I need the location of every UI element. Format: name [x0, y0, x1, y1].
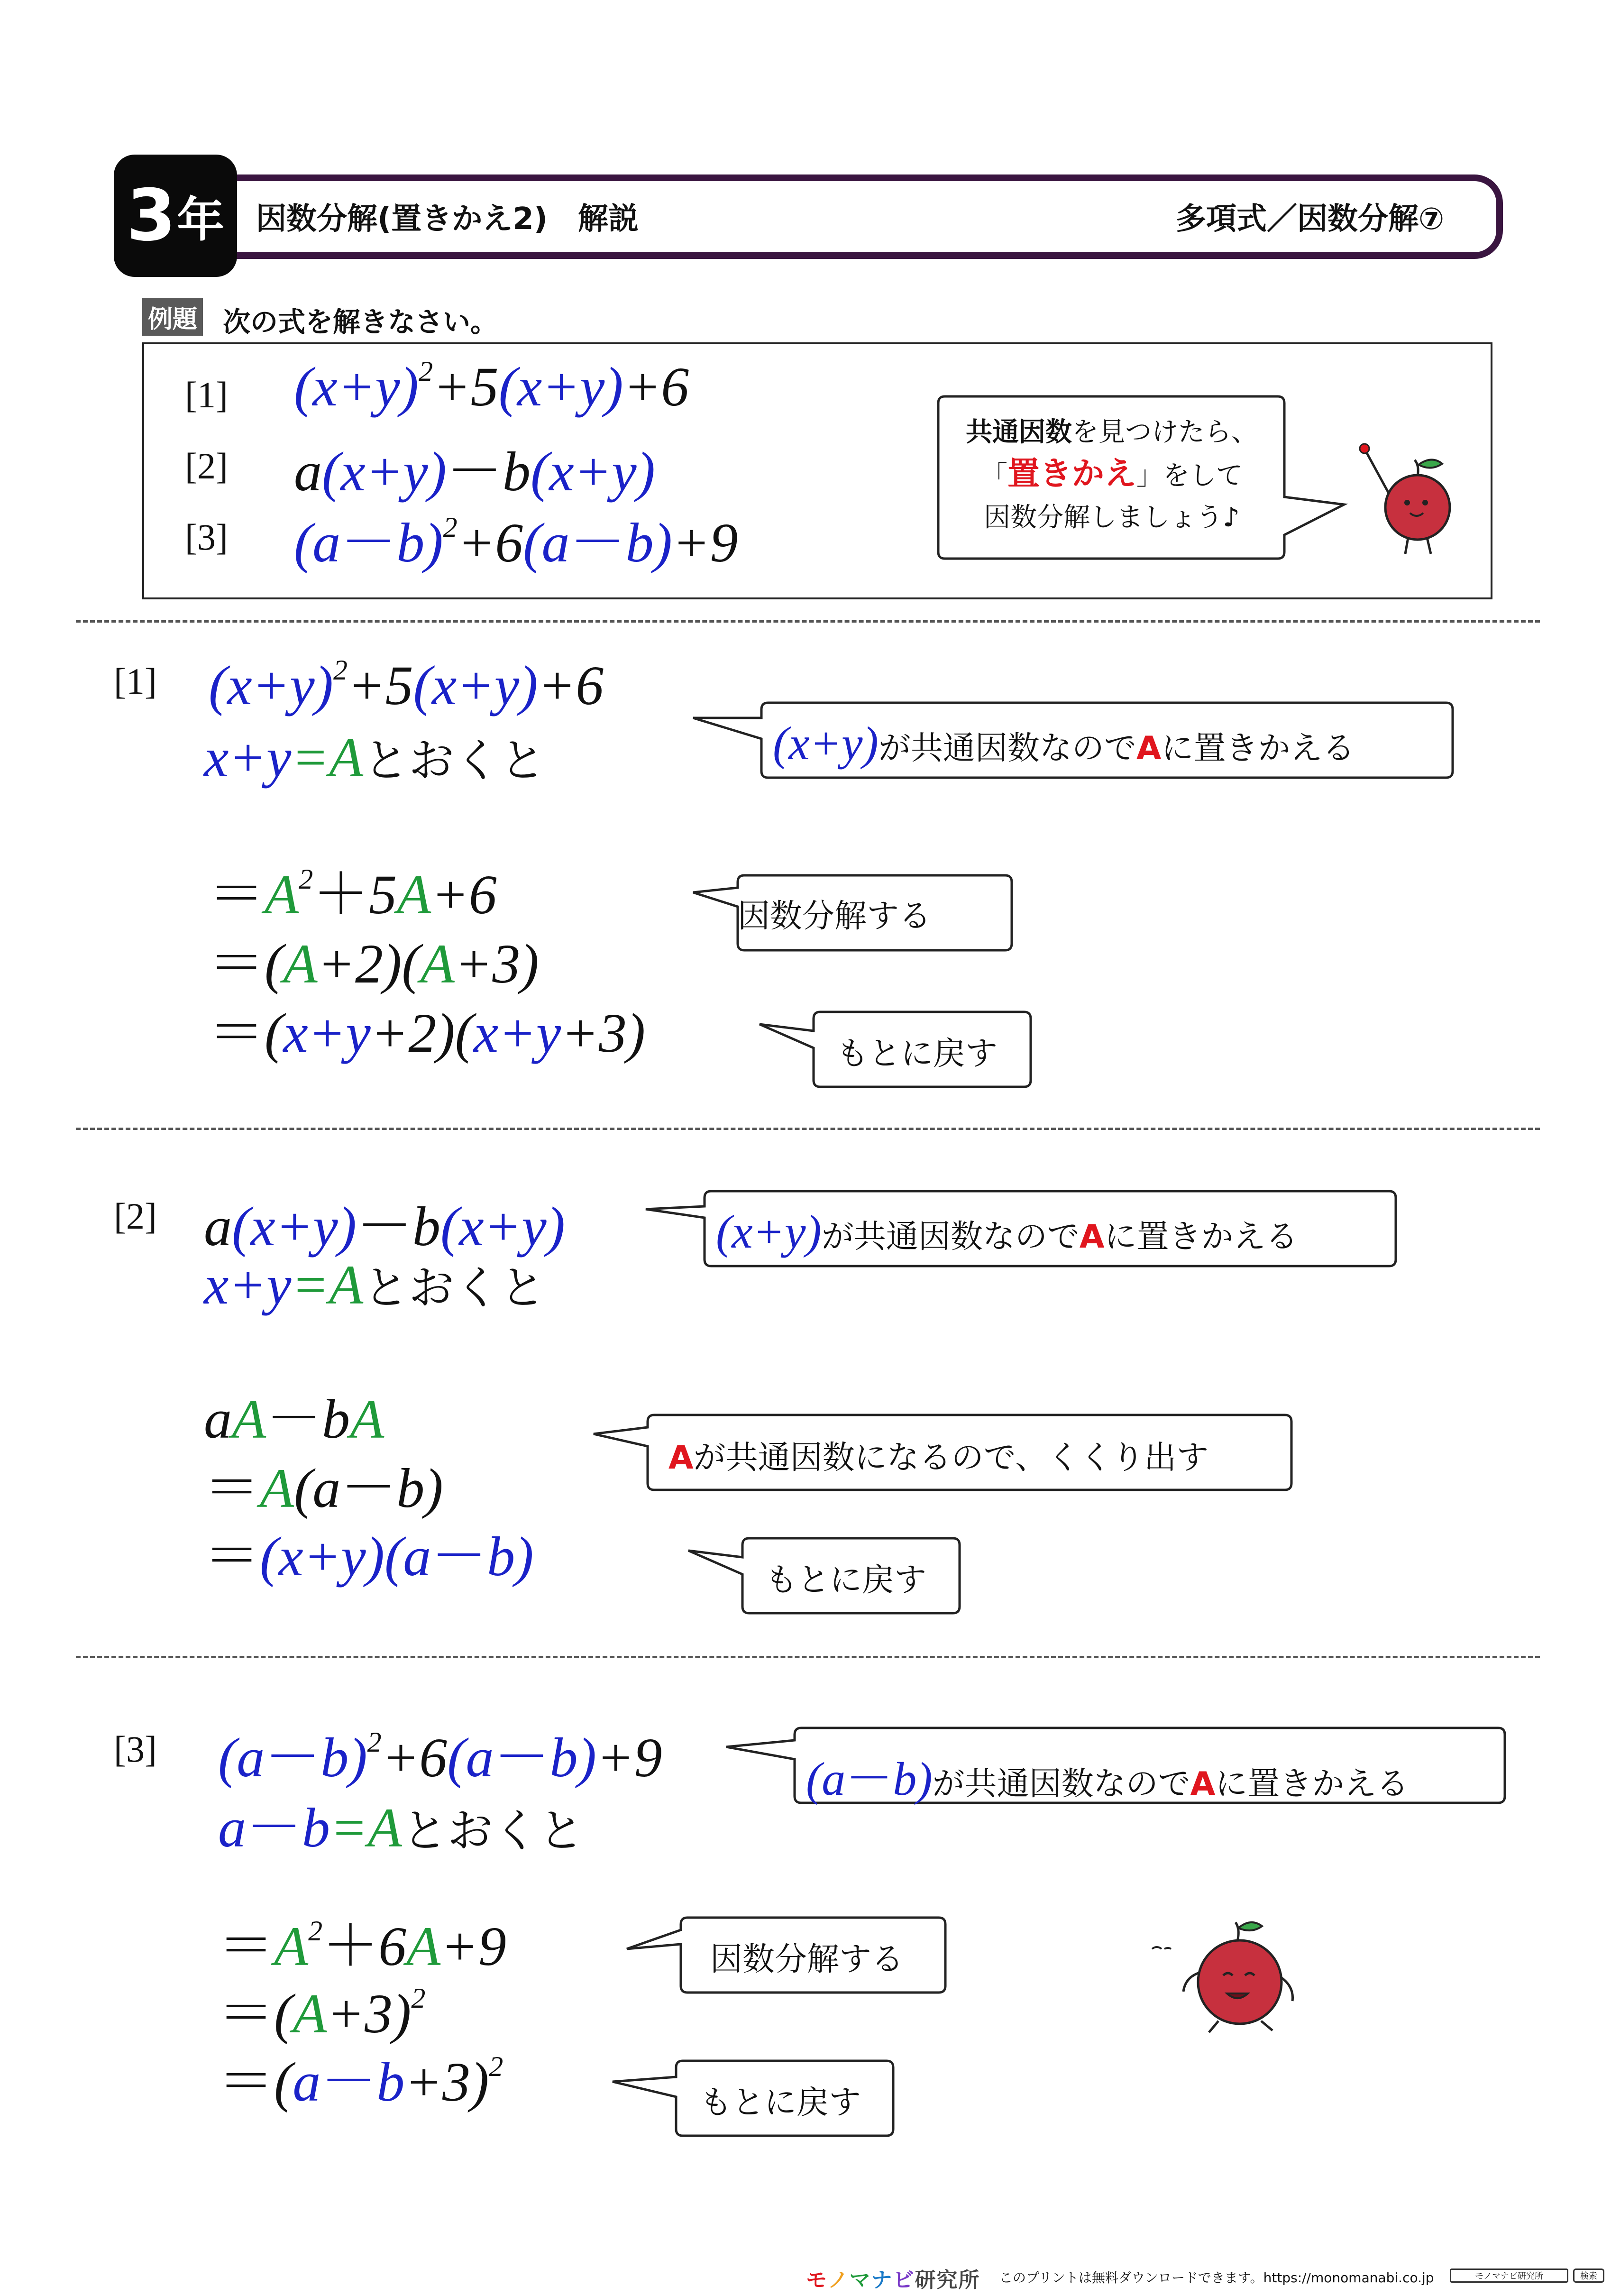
s3-callout3-text: もとに戻す [700, 2084, 861, 2122]
solution-number-1: [1] [114, 661, 157, 702]
solution3-substitution: a－b=Aとおくと [218, 1794, 584, 1860]
s3-callout1-a: A [1190, 1765, 1216, 1803]
solution1-note: とおくと [363, 734, 546, 787]
grade-number: 3 [126, 174, 174, 257]
page-title: 因数分解(置きかえ2) 解説 [256, 202, 639, 237]
solution3-note: とおくと [402, 1804, 584, 1857]
solution3-expression: $(a-b)^2+6(a-b)+9$ [218, 1724, 662, 1790]
solution1-step3: ＝(x+y+2)(x+y+3) [209, 1000, 646, 1065]
s1-callout1-a: A [1136, 730, 1162, 767]
s2-callout1-text: (x+y)が共通因数なのでAに置きかえる [716, 1205, 1298, 1258]
s2-callout3-text: もとに戻す [765, 1561, 927, 1599]
solution3-step1: $=A^2+6A+9$ [218, 1913, 506, 1978]
solution1-substitution: x+y=Aとおくと [204, 726, 546, 789]
solution-number-3: [3] [114, 1728, 157, 1770]
tip-line2: 」をして [1136, 460, 1243, 491]
solution2-step1: aA－bA [204, 1386, 384, 1451]
s2-callout2-text: Aが共通因数になるので、くくり出す [668, 1439, 1209, 1477]
separator-3 [76, 1656, 1540, 1658]
solution1-step1: $=A^2+5A+6$ [209, 861, 497, 927]
s2-callout2-a: A [668, 1439, 694, 1477]
apple-mascot-relaxed-icon [1147, 1916, 1309, 2039]
s2-callout1-a: A [1079, 1218, 1105, 1256]
example-label: 例題 [142, 298, 203, 336]
solution-number-2: [2] [114, 1195, 157, 1237]
s1-callout3-text: もとに戻す [836, 1035, 998, 1073]
s1-callout1-text: (x+y)が共通因数なのでAに置きかえる [773, 717, 1355, 770]
s1-callout2-text: 因数分解する [738, 898, 932, 935]
problem-number-2: [2] [185, 445, 228, 487]
tip-line1: を見つけたら、 [1072, 417, 1258, 448]
solution2-step3: ＝(x+y)(a－b) [204, 1523, 534, 1589]
solution3-step2: $=(A+3)^2$ [218, 1980, 426, 2046]
grade-badge [114, 155, 237, 277]
problem-expression-3: $(a-b)^2+6(a-b)+9$ [294, 509, 738, 575]
separator-1 [76, 620, 1540, 623]
solution3-step3: $=(a-b+3)^2$ [218, 2048, 503, 2114]
s3-callout2-text: 因数分解する [710, 1941, 904, 1978]
grade-unit: 年 [177, 192, 225, 248]
footer-brand: モノマナビ研究所 [806, 2268, 980, 2292]
problem-expression-2: a(x+y)－b(x+y) [294, 438, 655, 504]
problem-number-1: [1] [185, 374, 228, 415]
solution2-note: とおくと [363, 1261, 546, 1314]
solution2-expression: a(x+y)－b(x+y) [204, 1193, 565, 1258]
footer-search-button[interactable]: 検索 [1573, 2268, 1604, 2283]
footer-search-input[interactable]: モノマナビ研究所 [1450, 2268, 1568, 2283]
solution1-expression: $(x+y)^2+5(x+y)+6$ [209, 654, 604, 716]
solution2-step2: ＝A(a－b) [204, 1455, 443, 1520]
separator-2 [76, 1128, 1540, 1130]
tip-open-bracket: 「 [980, 460, 1007, 491]
tip-highlight: 置きかえ [1007, 455, 1136, 493]
footer-text: このプリントは無料ダウンロードできます。https://monomanabi.co.jp [999, 2270, 1434, 2286]
problem-number-3: [3] [185, 516, 228, 558]
s3-callout1-text: (a－b)が共通因数なのでAに置きかえる [806, 1751, 1409, 1806]
tip-line3: 因数分解しましょう♪ [984, 502, 1240, 533]
problem-expression-1: $(x+y)^2+5(x+y)+6$ [294, 356, 689, 418]
solution2-substitution: x+y=Aとおくと [204, 1254, 546, 1316]
solution1-step2: ＝(A+2)(A+3) [209, 930, 539, 996]
apple-mascot-icon [1356, 436, 1474, 560]
tip-text [941, 412, 1282, 539]
instruction-text: 次の式を解きなさい。 [223, 306, 498, 338]
tip-keyword: 共通因数 [966, 417, 1072, 448]
unit-title: 多項式／因数分解⑦ [1176, 202, 1445, 237]
